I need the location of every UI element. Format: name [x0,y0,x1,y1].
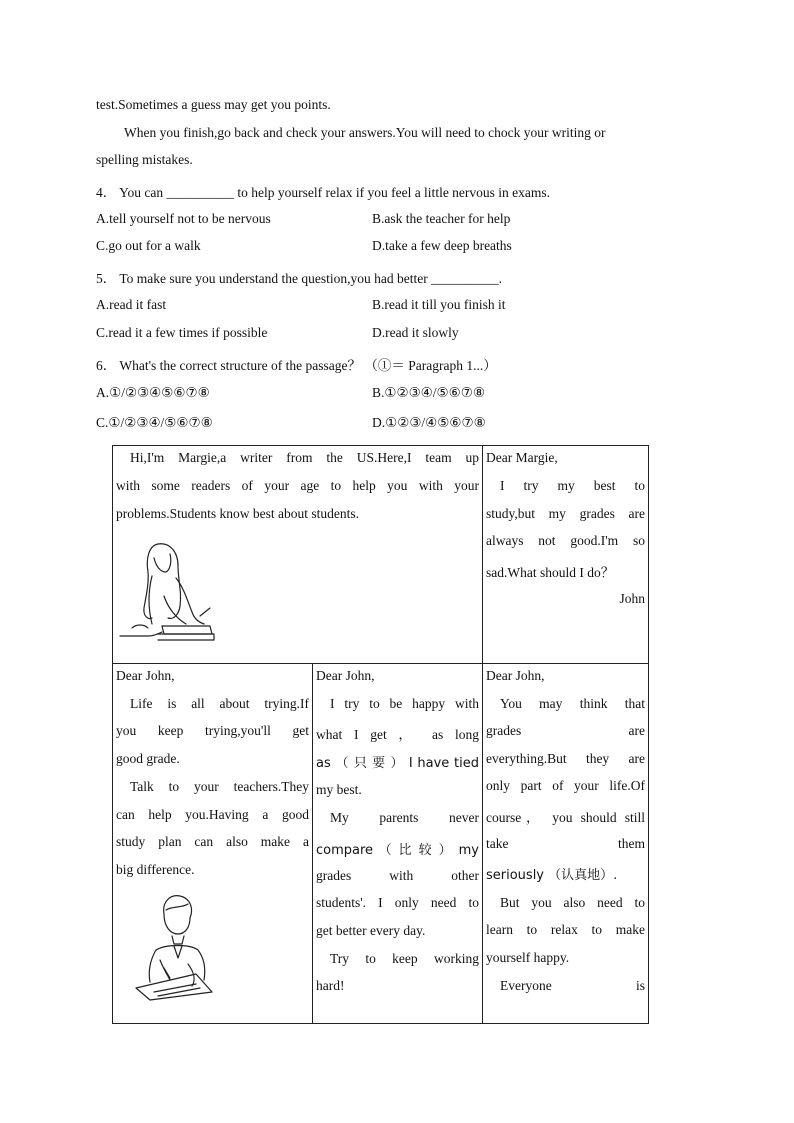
question-letter-line: Dear Margie, [486,450,558,465]
question-letter-line: I try my best to [500,478,645,493]
reply-3-line: But you also need to [500,895,645,910]
reply-3-line: grades are [486,723,645,738]
reply-2-line: My parents never [330,810,479,825]
reply-2-line: grades with other [316,868,479,883]
reply-2-line: what I get ， as long [316,727,479,742]
reply-2-line: hard! [316,978,345,993]
reply-1-line: big difference. [116,862,195,877]
question-letter-signature: John [619,591,645,606]
question-6-stem: 6． What's the correct structure of the passage？ （①＝ Paragraph 1...） [96,358,497,373]
question-4-option-b[interactable]: B.ask the teacher for help [372,211,511,226]
reply-2-line: my best. [316,782,362,797]
reply-3-line: Dear John, [486,668,545,683]
reply-1-line: Dear John, [116,668,175,683]
question-4-option-c[interactable]: C.go out for a walk [96,238,201,253]
passage-line-1: test.Sometimes a guess may get you points. [96,97,331,112]
reply-1-line: study plan can also make a [116,834,309,849]
reply-1-line: good grade. [116,751,180,766]
reply-2-line: as （ 只 要 ） I have tied [316,756,479,771]
reply-2-line: Dear John, [316,668,375,683]
question-6-option-d[interactable]: D.①②③/④⑤⑥⑦⑧ [372,415,486,430]
reply-1-line: Life is all about trying.If [130,696,309,711]
boy-writing-illustration [126,888,226,1004]
intro-line: Hi,I'm Margie,a writer from the US.Here,I team up [130,450,479,465]
question-5-option-a[interactable]: A.read it fast [96,297,167,312]
question-6-option-b[interactable]: B.①②③④/⑤⑥⑦⑧ [372,385,485,400]
question-4-option-d[interactable]: D.take a few deep breaths [372,238,512,253]
reply-3-line: everything.But they are [486,751,645,766]
reply-3-line: take them [486,836,645,851]
reply-1-line: you keep trying,you'll get [116,723,309,738]
question-5-option-c[interactable]: C.read it a few times if possible [96,325,268,340]
question-6-option-a[interactable]: A.①/②③④⑤⑥⑦⑧ [96,385,210,400]
question-4-option-a[interactable]: A.tell yourself not to be nervous [96,211,271,226]
reply-3-line: You may think that [500,696,645,711]
reply-3-line: course， you should still [486,810,645,825]
question-letter-cell [483,446,649,664]
reply-2-line: Try to keep working [330,951,479,966]
question-letter-line: study,but my grades are [486,506,645,521]
reply-1-cell [113,664,313,1024]
question-5-option-b[interactable]: B.read it till you finish it [372,297,506,312]
question-letter-line: sad.What should I do？ [486,565,615,580]
question-letter-line: always not good.I'm so [486,533,645,548]
letters-table [112,445,649,1024]
reply-3-line: only part of your life.Of [486,778,645,793]
reply-3-line: seriously （认真地）. [486,868,618,883]
question-5-option-d[interactable]: D.read it slowly [372,325,459,340]
reply-3-cell [483,664,649,1024]
reply-2-line: compare （ 比 较 ） my [316,843,479,858]
intro-cell [113,446,483,664]
passage-line-3: spelling mistakes. [96,152,193,167]
reply-1-line: can help you.Having a good [116,807,309,822]
reply-2-cell [313,664,483,1024]
question-4-stem: 4． You can __________ to help yourself relax if you feel a little nervous in exams. [96,185,551,200]
reply-2-line: get better every day. [316,923,426,938]
question-5-stem: 5． To make sure you understand the question,you had better __________. [96,271,502,286]
passage-line-2: When you finish,go back and check your answers.You will need to chock your writing or [124,125,606,140]
reply-3-line: yourself happy. [486,950,570,965]
reply-1-line: Talk to your teachers.They [130,779,309,794]
reply-3-line: learn to relax to make [486,922,645,937]
intro-line: with some readers of your age to help you with your [116,478,479,493]
woman-writing-illustration [118,536,218,648]
reply-2-line: students'. I only need to [316,895,479,910]
intro-line: problems.Students know best about students. [116,506,359,521]
question-6-option-c[interactable]: C.①/②③④/⑤⑥⑦⑧ [96,415,213,430]
reply-2-line: I try to be happy with [330,696,479,711]
reply-3-line: Everyone is [500,978,645,993]
